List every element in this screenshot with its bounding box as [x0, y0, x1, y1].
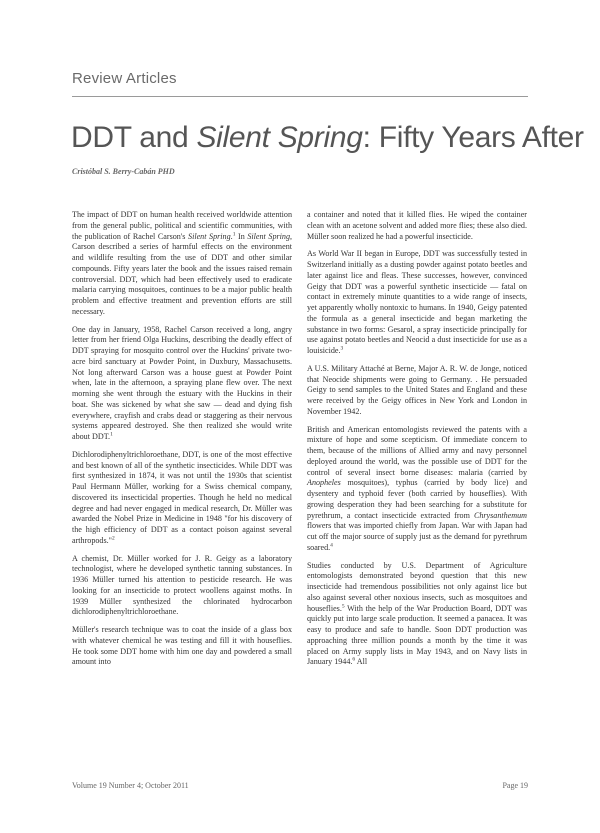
paragraph: Dichlorodiphenyltrichloroethane, DDT, is one of the most effective and best known of all of the synthetic insecticides. While DDT was first synthesized in 1874, it was not until the 1930s that scientist Paul Hermann Müller, working for a Swiss chemical company, discovered its insecticidal properties. Though he held no medical degree and had never engaged in medical research, Dr. Müller was awarded the Nobel Prize in Medicine in 1948 "for his discovery of the high efficiency of DDT as a contact poison against several arthropods."$^2$	[72, 449, 292, 545]
paragraph: Müller's research technique was to coat the inside of a glass box with whatever chemical he was testing and fill it with houseflies. He took some DDT home with him one day and powdered a small amount into	[72, 625, 292, 667]
article-title	[71, 121, 584, 155]
title-part: DDT and	[71, 121, 197, 154]
paragraph: A chemist, Dr. Müller worked for J. R. Geigy as a laboratory technologist, where he developed synthetic tanning substances. In 1936 Müller turned his attention to pesticide research. He was looking for an insecticide to protect woollens against moths. In 1939 Müller synthesized the chlorinated hydrocarbon dichlorodiphenyltrichloroethane.	[72, 553, 292, 617]
paragraph: A U.S. Military Attaché at Berne, Major A. R. W. de Jonge, noticed that Neocide shipments were going to Germany. . He persuaded Geigy to send samples to the United States and England and these were received by the Geigy offices in New York and London in November 1942.	[307, 363, 527, 416]
footer-volume: Volume 19 Number 4; October 2011	[72, 781, 189, 790]
paragraph: As World War II began in Europe, DDT was successfully tested in Switzerland initially as a dusting powder against potato beetles and later against lice and fleas. These successes, however, convinced Geigy that DDT was a powerful synthetic insecticide — fatal on contact in extremely minute quantities to a wide range of insects, yet apparently wholly nontoxic to humans. In 1940, Geigy patented the formula as a general insecticide and began marketing the substance in two forms: Gesarol, a spray insecticide principally for use against potato beetles and Neocid a dust insecticide for use as a louisicide.$^3$	[307, 249, 527, 355]
paragraph: Studies conducted by U.S. Department of Agriculture entomologists demonstrated beyond question that this new insecticide had tremendous possibilities not only against lice but also against several other noxious insects, such as mosquitoes and houseflies.$^5$ With the help of the War Production Board, DDT was quickly put into large scale production. It seemed a panacea. It was easy to produce and safe to handle. Soon DDT production was approaching three million pounds a month by the time it was placed on Army supply lists in May 1943, and on Navy lists in January 1944.$^6$ All	[307, 560, 527, 667]
title-italic: Silent Spring	[196, 121, 363, 154]
paragraph: British and American entomologists reviewed the patents with a mixture of hope and some scepticism. Of immediate concern to them, because of the millions of Allied army and navy personnel deployed around the world, was the possible use of DDT for the control of several insect borne diseases: malaria (carried by Anopheles mosquitoes), typhus (carried by body lice) and dysentery and typhoid fever (both carried by houseflies). With growing desperation they had been searching for a substitute for pyrethrum, a contact insecticide extracted from Chrysanthemum flowers that was imported chiefly from Japan. War with Japan had cut off the major source of supply just as the demand for pyrethrum soared.$^4$	[307, 424, 527, 552]
paragraph: One day in January, 1958, Rachel Carson received a long, angry letter from her friend Olga Huckins, describing the deadly effect of DDT spraying for mosquito control over the Huckins' private two-acre bird sanctuary at Powder Point, in Duxbury, Massachusetts. Not long afterward Carson was a house guest at Powder Point when, late in the afternoon, a spraying plane flew over. The next morning she went through the estuary with the Huckins in their boat. She was sickened by what she saw — dead and dying fish everywhere, crayfish and crabs dead or staggering as their nervous systems appeared destroyed. She then realized she would write about DDT.$^1$	[72, 324, 292, 441]
author-byline: Cristóbal S. Berry-Cabán PHD	[72, 167, 175, 176]
left-column	[72, 210, 292, 675]
footer-page-number: Page 19	[502, 781, 528, 790]
section-label: Review Articles	[72, 70, 177, 87]
paragraph: The impact of DDT on human health received worldwide attention from the general public, political and scientific communities, with the publication of Rachel Carson's Silent Spring.$^1$ In Silent Spring, Carson described a series of harmful effects on the environment and wildlife resulting from the use of DDT and other similar compounds. Fifty years later the book and the issues raised remain controversial. DDT, which had been effectively used to eradicate malaria carrying mosquitoes, continues to be a major public health problem and effective treatment and prevention efforts are still necessary.	[72, 210, 293, 316]
title-part-end: : Fifty Years After	[362, 121, 584, 154]
header-rule	[72, 96, 528, 97]
paragraph: a container and noted that it killed flies. He wiped the container clean with an acetone solvent and added more flies; these also died. Müller soon realized he had a powerful insecticide.	[307, 210, 527, 241]
right-column	[307, 210, 527, 675]
